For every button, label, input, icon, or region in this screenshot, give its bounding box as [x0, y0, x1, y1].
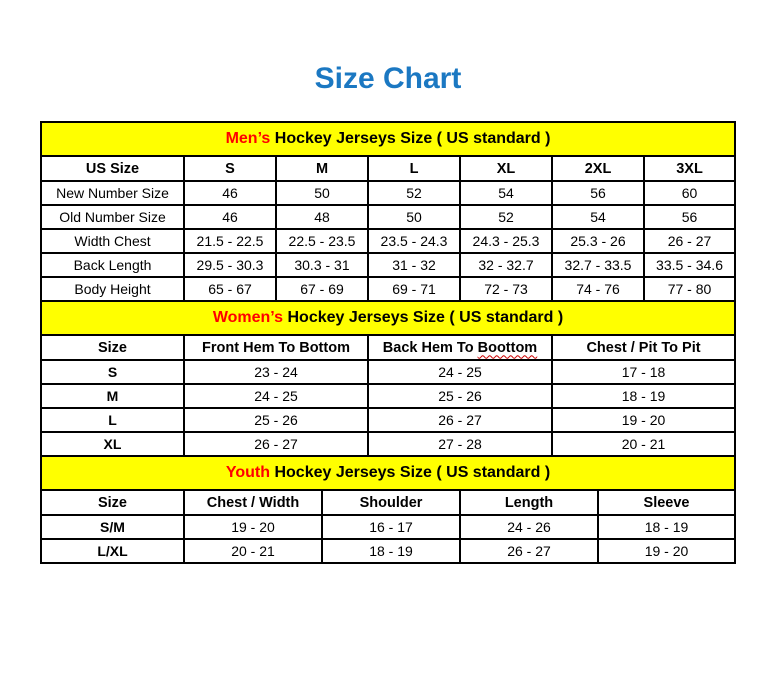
mens-column-header-row: [41, 156, 735, 181]
youth-section-header-row: [41, 456, 735, 490]
mens-section-title-text: Hockey Jerseys Size ( US standard ): [274, 130, 551, 147]
column-header: Length: [460, 490, 598, 515]
table-cell: 29.5 - 30.3: [184, 253, 276, 277]
table-cell: 18 - 19: [598, 515, 735, 539]
column-header: Shoulder: [322, 490, 460, 515]
table-cell: 24.3 - 25.3: [460, 229, 552, 253]
size-chart: [40, 121, 734, 564]
table-cell: 26 - 27: [644, 229, 735, 253]
table-cell: 19 - 20: [184, 515, 322, 539]
table-cell: 72 - 73: [460, 277, 552, 301]
womens-section-title: [41, 301, 735, 335]
row-label: L/XL: [41, 539, 184, 563]
youth-section-title-highlight: Youth: [225, 464, 271, 481]
womens-column-header-row: [41, 335, 735, 360]
table-cell: 32 - 32.7: [460, 253, 552, 277]
page-title: Size Chart: [314, 62, 462, 95]
column-header: Chest / Width: [184, 490, 322, 515]
row-label: S/M: [41, 515, 184, 539]
table-cell: 22.5 - 23.5: [276, 229, 368, 253]
row-label: Width Chest: [41, 229, 184, 253]
row-label: M: [41, 384, 184, 408]
table-cell: 50: [276, 181, 368, 205]
column-header: [368, 335, 552, 360]
row-label: L: [41, 408, 184, 432]
row-label: S: [41, 360, 184, 384]
mens-section-title: [41, 122, 735, 156]
table-cell: 25.3 - 26: [552, 229, 644, 253]
table-cell: 54: [552, 205, 644, 229]
youth-section-title-text: Hockey Jerseys Size ( US standard ): [274, 464, 551, 481]
womens-section-header-row: [41, 301, 735, 335]
column-header: Size: [41, 335, 184, 360]
table-cell: 23.5 - 24.3: [368, 229, 460, 253]
table-cell: 16 - 17: [322, 515, 460, 539]
table-cell: 27 - 28: [368, 432, 552, 456]
row-label: XL: [41, 432, 184, 456]
column-header: L: [368, 156, 460, 181]
womens-section-title-text: Hockey Jerseys Size ( US standard ): [287, 309, 564, 326]
column-header-text: Back Hem To: [382, 339, 474, 356]
table-cell: 26 - 27: [368, 408, 552, 432]
table-cell: 24 - 25: [368, 360, 552, 384]
column-header: S: [184, 156, 276, 181]
table-row: [41, 253, 735, 277]
table-cell: 56: [552, 181, 644, 205]
table-cell: 24 - 26: [460, 515, 598, 539]
table-cell: 33.5 - 34.6: [644, 253, 735, 277]
mens-section-header-row: [41, 122, 735, 156]
table-cell: 31 - 32: [368, 253, 460, 277]
table-cell: 48: [276, 205, 368, 229]
table-cell: 23 - 24: [184, 360, 368, 384]
column-header: XL: [460, 156, 552, 181]
row-label: Old Number Size: [41, 205, 184, 229]
table-cell: 74 - 76: [552, 277, 644, 301]
mens-size-table: [40, 121, 736, 302]
row-label: New Number Size: [41, 181, 184, 205]
mens-section-title-highlight: Men’s: [225, 130, 271, 147]
table-cell: 52: [460, 205, 552, 229]
table-cell: 21.5 - 22.5: [184, 229, 276, 253]
table-row: [41, 384, 735, 408]
table-cell: 20 - 21: [184, 539, 322, 563]
column-header: Front Hem To Bottom: [184, 335, 368, 360]
table-cell: 18 - 19: [552, 384, 735, 408]
table-row: [41, 432, 735, 456]
table-cell: 54: [460, 181, 552, 205]
table-cell: 17 - 18: [552, 360, 735, 384]
table-cell: 20 - 21: [552, 432, 735, 456]
table-cell: 52: [368, 181, 460, 205]
womens-size-table: [40, 300, 736, 457]
table-cell: 19 - 20: [598, 539, 735, 563]
youth-column-header-row: [41, 490, 735, 515]
table-cell: 56: [644, 205, 735, 229]
youth-section-title: [41, 456, 735, 490]
table-row: [41, 408, 735, 432]
table-cell: 30.3 - 31: [276, 253, 368, 277]
table-cell: 32.7 - 33.5: [552, 253, 644, 277]
table-cell: 25 - 26: [184, 408, 368, 432]
column-header: Size: [41, 490, 184, 515]
column-header: US Size: [41, 156, 184, 181]
table-cell: 46: [184, 205, 276, 229]
table-row: [41, 515, 735, 539]
table-row: [41, 181, 735, 205]
table-row: [41, 229, 735, 253]
table-row: [41, 360, 735, 384]
womens-section-title-highlight: Women’s: [212, 309, 284, 326]
table-cell: 24 - 25: [184, 384, 368, 408]
table-cell: 26 - 27: [184, 432, 368, 456]
table-cell: 18 - 19: [322, 539, 460, 563]
table-cell: 69 - 71: [368, 277, 460, 301]
column-header-misspelled-word: Boottom: [477, 339, 538, 356]
table-cell: 65 - 67: [184, 277, 276, 301]
table-cell: 25 - 26: [368, 384, 552, 408]
table-row: [41, 539, 735, 563]
youth-size-table: [40, 455, 736, 564]
column-header: Sleeve: [598, 490, 735, 515]
column-header: 3XL: [644, 156, 735, 181]
table-cell: 60: [644, 181, 735, 205]
table-cell: 50: [368, 205, 460, 229]
table-row: [41, 205, 735, 229]
table-row: [41, 277, 735, 301]
column-header: M: [276, 156, 368, 181]
table-cell: 46: [184, 181, 276, 205]
row-label: Body Height: [41, 277, 184, 301]
table-cell: 26 - 27: [460, 539, 598, 563]
table-cell: 19 - 20: [552, 408, 735, 432]
column-header: Chest / Pit To Pit: [552, 335, 735, 360]
table-cell: 67 - 69: [276, 277, 368, 301]
row-label: Back Length: [41, 253, 184, 277]
table-cell: 77 - 80: [644, 277, 735, 301]
column-header: 2XL: [552, 156, 644, 181]
